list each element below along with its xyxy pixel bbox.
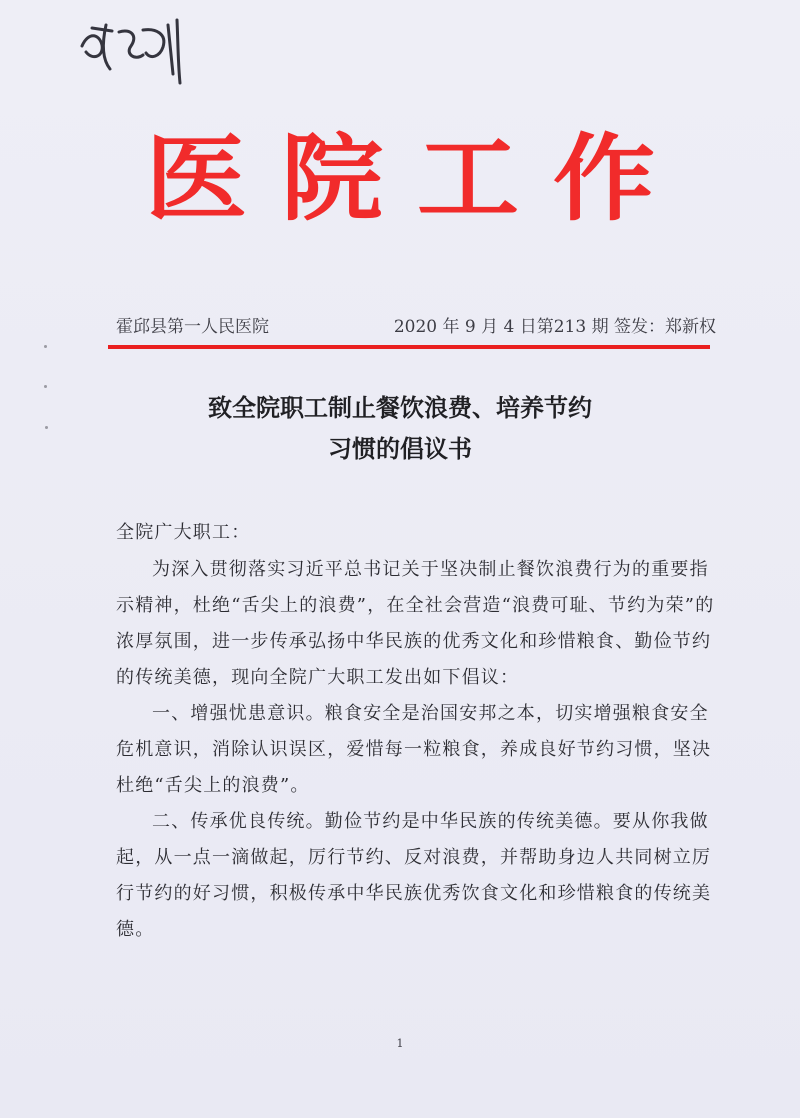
masthead-char: 院	[281, 123, 383, 235]
salutation: 全院广大职工：	[116, 522, 251, 543]
letter-body	[116, 515, 716, 948]
scan-mark	[44, 385, 47, 388]
issue-meta-row	[116, 312, 716, 337]
handwritten-signature	[74, 8, 194, 88]
masthead-char: 作	[553, 123, 655, 235]
masthead-char: 工	[417, 123, 519, 235]
scan-mark	[45, 426, 48, 429]
organization-name: 霍邱县第一人民医院	[116, 317, 269, 337]
paragraph-one: 一、增强忧患意识。粮食安全是治国安邦之本，切实增强粮食安全危机意识，消除认识误区，爱惜每一粒粮食，养成良好节约习惯，坚决杜绝“舌尖上的浪费”。	[116, 703, 712, 796]
paragraph-intro: 为深入贯彻落实习近平总书记关于坚决制止餐饮浪费行为的重要指示精神，杜绝“舌尖上的浪费”，在全社会营造“浪费可耻、节约为荣”的浓厚氛围，进一步传承弘扬中华民族的优秀文化和珍惜粮食、勤俭节约的传统美德，现向全院广大职工发出如下倡议：	[116, 559, 715, 688]
red-divider	[108, 345, 710, 349]
page-number: 1	[396, 1037, 404, 1050]
masthead-title	[0, 123, 800, 235]
masthead-char: 医	[145, 123, 247, 235]
scan-mark	[44, 345, 47, 348]
document-title	[0, 388, 800, 470]
paragraph-two: 二、传承优良传统。勤俭节约是中华民族的传统美德。要从你我做起，从一点一滴做起，厉行节约、反对浪费，并帮助身边人共同树立厉行节约的好习惯，积极传承中华民族优秀饮食文化和珍惜粮食的传统美德。	[116, 811, 712, 940]
title-line-2: 习惯的倡议书	[328, 435, 472, 463]
issue-info: 2020 年 9 月 4 日第213 期 签发：郑新权	[393, 317, 716, 337]
title-line-1: 致全院职工制止餐饮浪费、培养节约	[208, 394, 592, 422]
